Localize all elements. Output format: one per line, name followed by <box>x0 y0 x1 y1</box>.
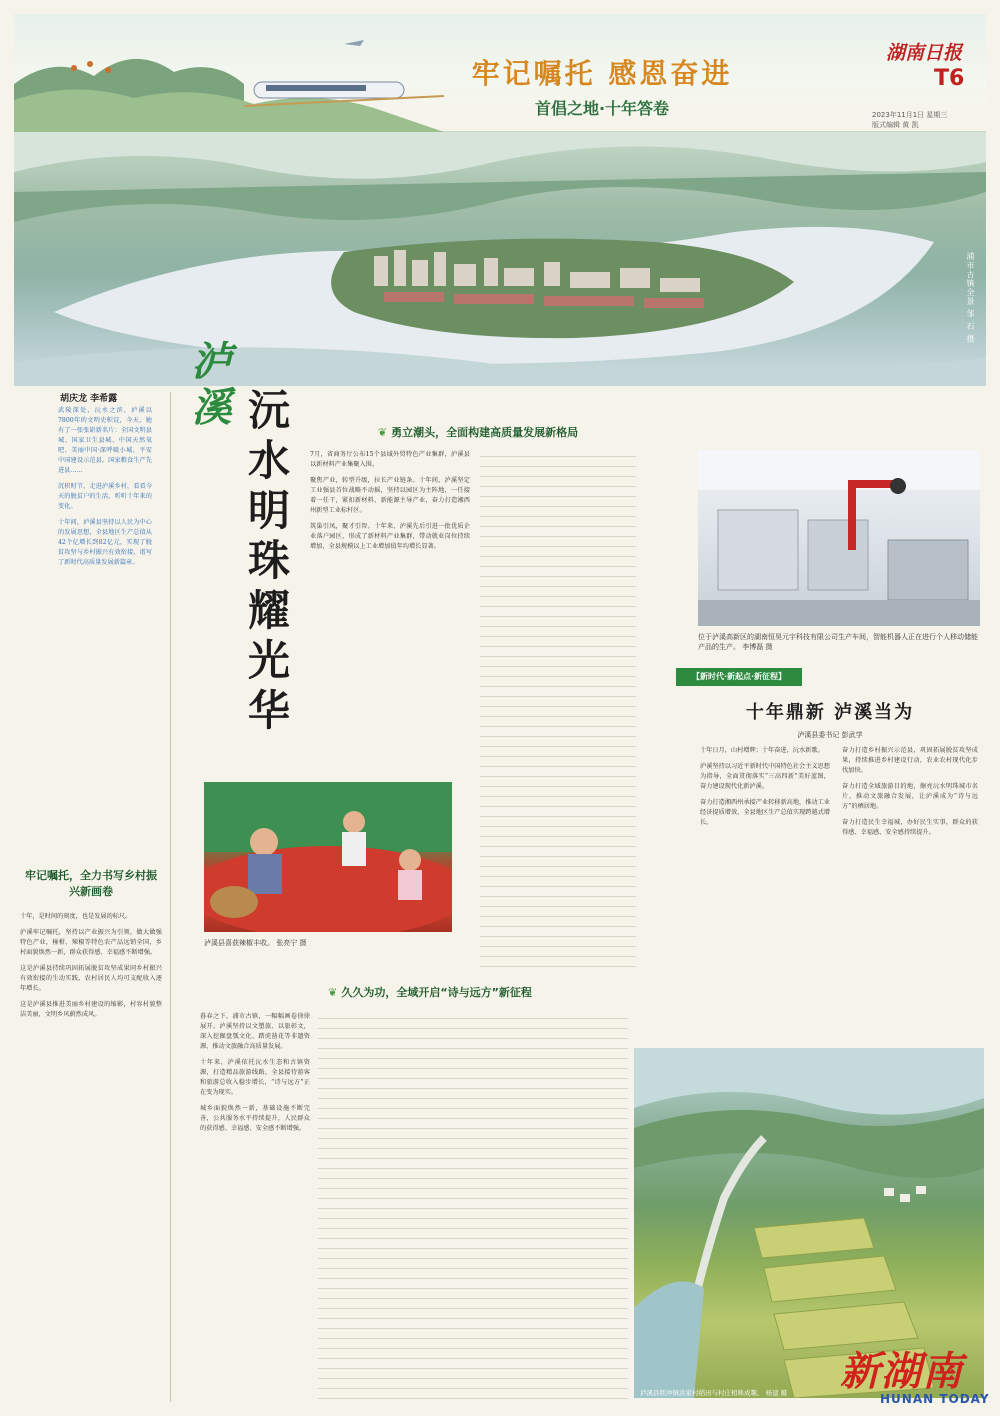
right-paragraph: 泸溪坚持以习近平新时代中国特色社会主义思想为指导，全面贯彻落实“三高四新”美好蓝图，奋力建设现代化新泸溪。 <box>700 763 830 790</box>
section1-paragraph: 筑巢引凤，聚才引智。十年来，泸溪先后引进一批优质企业落户园区，形成了新材料产业集群，带动就业岗位持续增加，全县规模以上工业增加值年均增长显著。 <box>310 523 470 550</box>
factory-robot-photo <box>698 450 980 626</box>
hunan-today-logo-en: HUNAN TODAY <box>880 1392 990 1406</box>
column-rule <box>170 392 171 1402</box>
left-section-heading: 牢记嘱托，全力书写乡村振兴新画卷 <box>25 869 157 898</box>
right-column-body-b <box>842 746 978 1036</box>
left-paragraph: 十年，是时间的刻度，也是发展的标尺。 <box>20 913 132 920</box>
headline-title: 沅水明珠耀光华 <box>242 388 291 738</box>
pepper-harvest-illustration <box>204 782 452 932</box>
left-section-body <box>20 912 162 1402</box>
section1-heading <box>318 424 638 440</box>
right-paragraph: 十年日月，山村增辉；十年奋进，沅水新歌。 <box>700 747 824 754</box>
left-paragraph: 这是泸溪县推进美丽乡村建设的缩影，村容村貌整洁美丽，文明乡风蔚然成风。 <box>20 1001 162 1018</box>
right-paragraph: 奋力打造湘西州承接产业转移新高地，推动工业经济提质增效，全县地区生产总值实现跨越式增长。 <box>700 799 830 826</box>
right-column-body-a <box>700 746 830 1036</box>
pepper-caption: 泸溪县喜获辣椒丰收。 张亮宁 摄 <box>204 939 307 947</box>
section2-heading <box>200 984 660 1000</box>
section2-paragraph: 暮春之下，浦市古镇，一幅幅画卷徐徐展开。泸溪坚持以文塑旅、以旅彰文，深入挖掘盘瓠文化、踏虎凿花等非遗资源，推动文旅融合高质量发展。 <box>200 1013 310 1050</box>
hunan-today-logo: 新湖南 <box>840 1349 963 1395</box>
date-line: 2023年11月1日 星期三 版式编辑 黄 凯 <box>872 111 948 129</box>
lead-paragraph: 十年间，泸溪县坚持以人民为中心的发展思想，全县地区生产总值从42个亿增长到82亿元，实现了脱贫攻坚与乡村振兴有效衔接，谱写了新时代高质量发展新篇章。 <box>58 519 152 566</box>
page-number: T6 <box>934 66 965 91</box>
left-paragraph: 这是泸溪县持续巩固拓展脱贫攻坚成果同乡村振兴有效衔接的生动实践，农村居民人均可支配收入逐年增长。 <box>20 965 162 992</box>
lead-box <box>58 406 152 822</box>
masthead-subtitle: 首倡之地·十年答卷 <box>534 99 670 118</box>
section1-paragraph: 聚焦产业，转型升级，拉长产业链条。十年间，泸溪坚定工业强县首位战略不动摇，坚持以园区为主阵地，一任接着一任干，紧扣新材料、新能源主导产业，奋力打造湘西州新型工业标杆区。 <box>310 477 470 514</box>
section2-col-a <box>200 1012 310 1402</box>
pepper-harvest-photo <box>204 782 452 932</box>
right-column-author: 泸溪县委书记 彭武学 <box>797 731 863 739</box>
section2-paragraph: 十年来，泸溪依托沅水生态和古镇资源，打造精品旅游线路，全县接待游客和旅游总收入稳步增长，“诗与远方”正在变为现实。 <box>200 1059 310 1096</box>
right-column-title: 十年鼎新 泸溪当为 <box>745 702 915 723</box>
section2-paragraph: 城乡面貌焕然一新，基础设施不断完善，公共服务水平持续提升，人民群众的获得感、幸福感、安全感不断增强。 <box>200 1105 310 1132</box>
main-byline: 胡庆龙 李希露 <box>60 394 118 404</box>
masthead <box>14 14 986 132</box>
section1-col-b <box>480 450 636 970</box>
section2-heading-text: 久久为功，全域开启“诗与远方”新征程 <box>341 986 532 999</box>
leaf-icon: ❦ <box>328 986 338 999</box>
factory-robot-illustration <box>698 450 980 626</box>
left-paragraph: 泸溪牢记嘱托，坚持以产业振兴为引领，做大做强特色产业，椪柑、辣椒等特色农产品远销全国，乡村面貌焕然一新，群众获得感、幸福感不断增强。 <box>20 929 162 956</box>
section1-col-a <box>310 450 470 772</box>
hero-caption: 浦市古镇全景 邹 石 摄 <box>966 252 975 344</box>
headline-brand: 泸溪 <box>185 340 232 432</box>
right-paragraph: 奋力打造民生幸福城，办好民生实事，群众的获得感、幸福感、安全感持续提升。 <box>842 819 978 836</box>
field-caption: 泸溪县铁冲镇洪家村稻田与村庄相映成趣。 杨建 摄 <box>640 1389 788 1397</box>
lead-paragraph: 武陵深处，沅水之滨，泸溪以7800年的文明史积淀，今天，她有了一张张崭新名片：全国文明县城、国家卫生县城、中国天然氧吧、美丽中国·深呼吸小城、平安中国建设示范县、国家粮食生产先进县…… <box>58 407 152 474</box>
paper-logo: 湖南日报 <box>886 42 963 64</box>
right-paragraph: 奋力打造乡村振兴示范县，巩固拓展脱贫攻坚成果，持续推进乡村建设行动，农业农村现代化步伐加快。 <box>842 747 978 774</box>
masthead-illustration <box>14 14 444 132</box>
lead-paragraph: 沉积时节，走进泸溪乡村，看看今天的脱贫户的生活，听听十年来的变化。 <box>58 483 152 510</box>
town-aerial-illustration <box>14 132 986 386</box>
hero-photo <box>14 132 986 386</box>
section1-paragraph: 7月，省商务厅公布15个县域外贸特色产业集群，泸溪县以新材料产业集聚入围。 <box>310 451 470 468</box>
right-paragraph: 奋力打造全域旅游目的地，擦亮沅水明珠城市名片，推动文旅融合发展，让泸溪成为“诗与远方”的栖居地。 <box>842 783 978 810</box>
robot-caption: 位于泸溪高新区的湖南恒昊元宇科技有限公司生产车间，智能机器人正在进行个人移动储能产品的生产。 李博磊 摄 <box>698 633 978 651</box>
section2-col-b <box>318 1012 628 1402</box>
leaf-icon: ❦ <box>377 426 388 439</box>
section1-heading-text: 勇立潮头，全面构建高质量发展新格局 <box>391 426 579 439</box>
masthead-title: 牢记嘱托 感恩奋进 <box>471 57 733 90</box>
column-tag: 【新时代·新起点·新征程】 <box>676 668 802 686</box>
